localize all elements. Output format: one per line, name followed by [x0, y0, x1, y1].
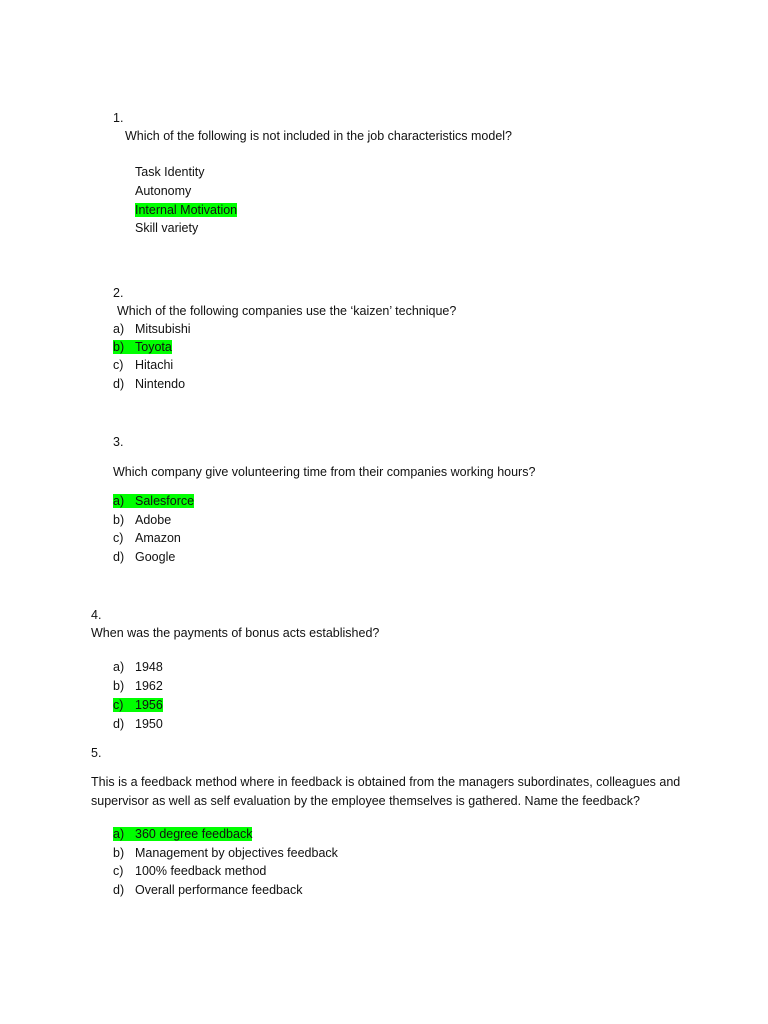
q3-option-a-answer: [113, 493, 194, 509]
q4-option-a: [113, 659, 163, 675]
q3-option-c: [113, 530, 181, 546]
option-text: 1950: [135, 717, 163, 731]
q3-option-b: [113, 512, 171, 528]
option-text: Mitsubishi: [135, 322, 191, 336]
q5-option-b: [113, 845, 338, 861]
option-text: Google: [135, 550, 176, 564]
option-text: Toyota: [135, 340, 172, 354]
option-text: 1956: [135, 698, 163, 712]
option-text: Adobe: [135, 513, 172, 527]
q3-option-d: [113, 549, 175, 565]
answer-highlight: Internal Motivation: [135, 203, 238, 217]
option-letter: a): [113, 660, 125, 674]
q3-number: 3.: [113, 435, 124, 449]
option-letter: a): [113, 494, 125, 508]
option-text: Nintendo: [135, 377, 186, 391]
q1-option-1: Task Identity: [135, 165, 205, 179]
q4-option-d: [113, 716, 163, 732]
q5-option-d: [113, 882, 302, 898]
option-letter: b): [113, 679, 125, 693]
option-text: Management by objectives feedback: [135, 846, 338, 860]
option-text: 1962: [135, 679, 163, 693]
option-text: Amazon: [135, 531, 181, 545]
q2-option-c: [113, 357, 173, 373]
option-letter: c): [113, 358, 124, 372]
option-letter: a): [113, 827, 125, 841]
q5-option-a-answer: [113, 826, 252, 842]
q5-number: 5.: [91, 746, 102, 760]
option-letter: a): [113, 322, 125, 336]
q4-option-c-answer: [113, 697, 163, 713]
q2-option-a: [113, 321, 191, 337]
q4-option-b: [113, 678, 163, 694]
option-text: Overall performance feedback: [135, 883, 303, 897]
option-letter: d): [113, 883, 125, 897]
option-letter: b): [113, 340, 125, 354]
q5-question-line1: This is a feedback method where in feedback is obtained from the managers subordinates, colleagues and: [91, 775, 681, 789]
q2-option-d: [113, 376, 185, 392]
q4-question: When was the payments of bonus acts established?: [91, 626, 380, 640]
q5-question-line2: supervisor as well as self evaluation by the employee themselves is gathered. Name the feedback?: [91, 794, 640, 808]
q4-number: 4.: [91, 608, 102, 622]
option-letter: b): [113, 513, 125, 527]
option-text: Hitachi: [135, 358, 174, 372]
q1-option-3-answer: [135, 202, 237, 218]
q2-question: Which of the following companies use the ‘kaizen’ technique?: [117, 304, 457, 318]
option-text: 1948: [135, 660, 163, 674]
q2-number: 2.: [113, 286, 124, 300]
option-letter: d): [113, 550, 125, 564]
option-letter: c): [113, 531, 124, 545]
q1-number: 1.: [113, 111, 124, 125]
q3-question: Which company give volunteering time from their companies working hours?: [113, 465, 536, 479]
q1-option-4: Skill variety: [135, 221, 199, 235]
option-text: 360 degree feedback: [135, 827, 253, 841]
option-letter: d): [113, 377, 125, 391]
option-text: Salesforce: [135, 494, 195, 508]
q1-question: Which of the following is not included in the job characteristics model?: [125, 129, 513, 143]
q2-option-b-answer: [113, 339, 172, 355]
option-letter: b): [113, 846, 125, 860]
q1-option-2: Autonomy: [135, 184, 192, 198]
option-letter: c): [113, 698, 124, 712]
option-text: 100% feedback method: [135, 864, 267, 878]
q5-option-c: [113, 863, 266, 879]
option-letter: c): [113, 864, 124, 878]
option-letter: d): [113, 717, 125, 731]
